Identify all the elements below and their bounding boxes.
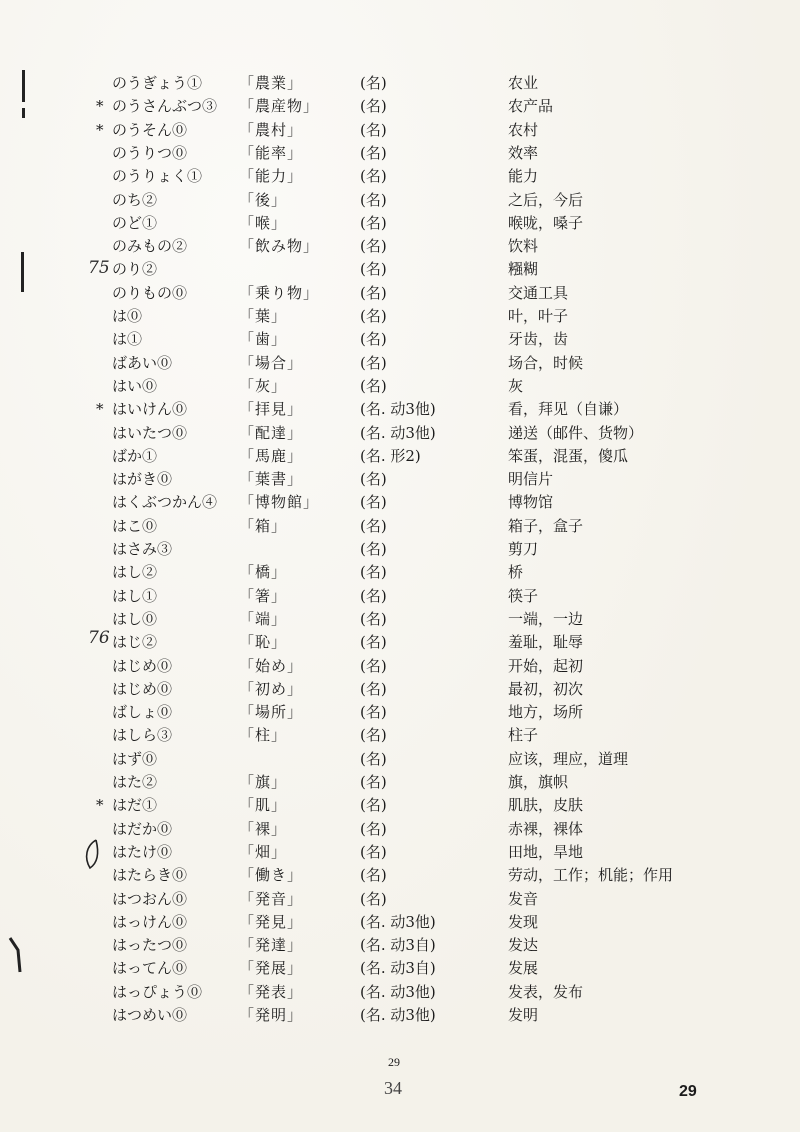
entry-part-of-speech: (名) [360, 237, 387, 256]
entry-part-of-speech: (名) [360, 586, 387, 605]
entry-kanji: 「乗り物」 [239, 283, 320, 302]
vocab-entry-row [0, 515, 800, 538]
entry-part-of-speech: (名) [360, 120, 387, 139]
entry-chinese-meaning: 应该，理应，道理 [508, 749, 629, 768]
entry-part-of-speech: (名. 动3自) [360, 959, 436, 978]
entry-kanji: 「畑」 [239, 842, 288, 861]
entry-kanji: 「農業」 [239, 74, 304, 92]
entry-kana-reading: はじめ⓪ [112, 679, 173, 698]
entry-part-of-speech: (名) [360, 866, 387, 885]
entry-kana-reading: のみもの② [112, 237, 188, 256]
vocab-entry-row [0, 678, 800, 701]
entry-chinese-meaning: 效率 [508, 143, 539, 162]
vocab-entry-row [0, 585, 800, 608]
entry-kana-reading: のうりょく① [112, 167, 203, 186]
vocab-entry-row [0, 212, 800, 235]
vocab-entry-row [0, 934, 800, 957]
entry-part-of-speech: (名) [360, 819, 387, 838]
vocab-entry-row [0, 305, 800, 328]
entry-chinese-meaning: 肌肤，皮肤 [508, 796, 584, 815]
entry-kana-reading: ばか① [112, 446, 158, 465]
entry-part-of-speech: (名) [360, 190, 387, 209]
entry-chinese-meaning: 开始，起初 [508, 656, 584, 675]
entry-part-of-speech: (名. 动3自) [360, 936, 436, 955]
vocab-entry-row [0, 957, 800, 980]
entry-part-of-speech: (名) [360, 493, 387, 512]
printed-page-number: 29 [388, 1055, 400, 1069]
entry-part-of-speech: (名. 动3他) [360, 912, 436, 931]
margin-scuff-mark [6, 936, 30, 976]
entry-chinese-meaning: 之后，今后 [508, 190, 584, 209]
vocab-entry-row [0, 724, 800, 747]
entry-chinese-meaning: 羞耻，耻辱 [508, 633, 584, 652]
entry-chinese-meaning: 看，拜见（自谦） [508, 400, 629, 419]
entry-chinese-meaning: 发音 [508, 889, 539, 908]
entry-part-of-speech: (名) [360, 749, 387, 768]
entry-kana-reading: はったつ⓪ [112, 936, 188, 955]
entry-chinese-meaning: 地方，场所 [508, 703, 584, 722]
entry-chinese-meaning: 农村 [508, 120, 539, 139]
handwritten-note: 76 [88, 628, 110, 648]
entry-star-mark: * [96, 97, 104, 116]
vocab-entry-row [0, 631, 800, 654]
entry-chinese-meaning: 发展 [508, 959, 539, 978]
entry-kanji: 「農村」 [239, 120, 304, 139]
entry-chinese-meaning: 最初，初次 [508, 679, 584, 698]
entry-kanji: 「発音」 [239, 889, 304, 908]
entry-kanji: 「馬鹿」 [239, 446, 304, 465]
entry-part-of-speech: (名) [360, 563, 387, 582]
vocab-entry-row [0, 818, 800, 841]
entry-kana-reading: はだか⓪ [112, 819, 173, 838]
entry-kana-reading: はい⓪ [112, 376, 158, 395]
handwritten-bracket-mark [82, 838, 106, 874]
entry-part-of-speech: (名. 动3他) [360, 1006, 436, 1024]
entry-kanji: 「発見」 [239, 912, 304, 931]
entry-kanji: 「発達」 [239, 936, 304, 955]
entry-chinese-meaning: 筷子 [508, 586, 539, 605]
vocab-entry-row [0, 352, 800, 375]
entry-chinese-meaning: 发表，发布 [508, 982, 584, 1001]
vocab-entry-row [0, 538, 800, 561]
margin-bar-mark [22, 70, 25, 102]
entry-kana-reading: ばしょ⓪ [112, 703, 173, 722]
entry-kanji: 「橋」 [239, 563, 288, 582]
entry-kana-reading: はっぴょう⓪ [112, 982, 203, 1001]
vocab-entry-row [0, 258, 800, 281]
vocab-entry-row [0, 398, 800, 421]
entry-part-of-speech: (名. 动3他) [360, 982, 436, 1001]
entry-chinese-meaning: 劳动，工作；机能；作用 [508, 866, 674, 885]
entry-kanji: 「端」 [239, 609, 288, 628]
entry-chinese-meaning: 场合，时候 [508, 353, 584, 372]
entry-star-mark: * [96, 120, 104, 139]
vocab-entry-row [0, 1004, 800, 1027]
vocab-entry-row [0, 794, 800, 817]
entry-chinese-meaning: 一端，一边 [508, 609, 584, 628]
entry-kanji: 「能率」 [239, 143, 304, 162]
entry-part-of-speech: (名) [360, 330, 387, 349]
vocab-entry-row [0, 445, 800, 468]
entry-chinese-meaning: 明信片 [508, 470, 554, 489]
entry-chinese-meaning: 田地，旱地 [508, 842, 584, 861]
entry-kana-reading: のり② [112, 260, 158, 279]
entry-part-of-speech: (名) [360, 679, 387, 698]
entry-chinese-meaning: 发现 [508, 912, 539, 931]
entry-kanji: 「場合」 [239, 353, 304, 372]
entry-kana-reading: のち② [112, 190, 158, 209]
vocab-entry-row [0, 72, 800, 95]
entry-kanji: 「肌」 [239, 796, 288, 815]
entry-part-of-speech: (名) [360, 516, 387, 535]
entry-kanji: 「能力」 [239, 167, 304, 186]
entry-kana-reading: はつめい⓪ [112, 1006, 188, 1024]
entry-kana-reading: はがき⓪ [112, 470, 173, 489]
vocab-entry-row [0, 119, 800, 142]
entry-chinese-meaning: 赤裸，裸体 [508, 819, 584, 838]
vocab-entry-row [0, 771, 800, 794]
vocab-entry-row [0, 95, 800, 118]
vocab-entry-row [0, 655, 800, 678]
entry-part-of-speech: (名) [360, 376, 387, 395]
entry-kanji: 「拝見」 [239, 400, 304, 419]
entry-kana-reading: のうそん⓪ [112, 120, 188, 139]
entry-chinese-meaning: 笨蛋，混蛋，傻瓜 [508, 446, 629, 465]
entry-kana-reading: はこ⓪ [112, 516, 158, 535]
entry-chinese-meaning: 交通工具 [508, 283, 569, 302]
entry-kanji: 「農産物」 [239, 97, 320, 116]
entry-part-of-speech: (名) [360, 213, 387, 232]
entry-kanji: 「葉」 [239, 307, 288, 325]
entry-part-of-speech: (名) [360, 260, 387, 279]
entry-kanji: 「箸」 [239, 586, 288, 605]
entry-kanji: 「歯」 [239, 330, 288, 349]
entry-kanji: 「発明」 [239, 1006, 304, 1024]
entry-kana-reading: はさみ③ [112, 540, 173, 558]
entry-kanji: 「場所」 [239, 703, 304, 722]
vocab-entry-row [0, 491, 800, 514]
entry-star-mark: * [96, 400, 104, 419]
entry-kanji: 「裸」 [239, 819, 288, 838]
entry-kana-reading: はし② [112, 563, 158, 582]
vocab-entry-row [0, 888, 800, 911]
entry-kanji: 「葉書」 [239, 470, 304, 489]
margin-bar-mark [22, 108, 25, 118]
corner-page-number: 29 [679, 1083, 697, 1100]
entry-kanji: 「箱」 [239, 516, 288, 535]
entry-part-of-speech: (名) [360, 167, 387, 186]
entry-kana-reading: のうりつ⓪ [112, 143, 188, 162]
entry-kana-reading: はいけん⓪ [112, 400, 188, 419]
entry-kana-reading: のうぎょう① [112, 74, 203, 92]
entry-kana-reading: はしら③ [112, 726, 173, 745]
vocab-entry-row [0, 748, 800, 771]
entry-kanji: 「喉」 [239, 213, 288, 232]
entry-part-of-speech: (名) [360, 307, 387, 325]
vocab-entry-row [0, 422, 800, 445]
entry-part-of-speech: (名. 形2) [360, 446, 421, 465]
entry-kana-reading: はつおん⓪ [112, 889, 188, 908]
vocab-entry-row [0, 328, 800, 351]
entry-chinese-meaning: 箱子，盒子 [508, 516, 584, 535]
entry-part-of-speech: (名) [360, 470, 387, 489]
entry-kana-reading: のど① [112, 213, 158, 232]
entry-part-of-speech: (名) [360, 726, 387, 745]
entry-kanji: 「発表」 [239, 982, 304, 1001]
entry-kana-reading: はくぶつかん④ [112, 493, 218, 512]
entry-chinese-meaning: 叶，叶子 [508, 307, 569, 325]
entry-kana-reading: は① [112, 330, 143, 349]
entry-part-of-speech: (名) [360, 609, 387, 628]
entry-part-of-speech: (名. 动3他) [360, 423, 436, 442]
entry-chinese-meaning: 递送（邮件、货物） [508, 423, 644, 442]
entry-kana-reading: はし① [112, 586, 158, 605]
entry-chinese-meaning: 糨糊 [508, 260, 539, 279]
vocab-entry-row [0, 165, 800, 188]
entry-part-of-speech: (名) [360, 143, 387, 162]
entry-kana-reading: はだ① [112, 796, 158, 815]
entry-chinese-meaning: 发达 [508, 936, 539, 955]
entry-kana-reading: のうさんぶつ③ [112, 97, 218, 116]
entry-part-of-speech: (名) [360, 656, 387, 675]
entry-kana-reading: はた② [112, 773, 158, 791]
entry-chinese-meaning: 喉咙，嗓子 [508, 213, 584, 232]
vocab-entry-row [0, 375, 800, 398]
entry-part-of-speech: (名. 动3他) [360, 400, 436, 419]
handwritten-note: 75 [88, 258, 110, 278]
entry-kanji: 「旗」 [239, 773, 288, 791]
entry-chinese-meaning: 剪刀 [508, 540, 539, 558]
margin-bar-mark [21, 252, 24, 292]
entry-chinese-meaning: 饮料 [508, 237, 539, 256]
entry-part-of-speech: (名) [360, 842, 387, 861]
entry-kana-reading: はず⓪ [112, 749, 158, 768]
entry-star-mark: * [96, 796, 104, 815]
entry-kana-reading: のりもの⓪ [112, 283, 188, 302]
vocab-entry-row [0, 981, 800, 1004]
vocab-entry-row [0, 189, 800, 212]
entry-kanji: 「配達」 [239, 423, 304, 442]
entry-kanji: 「発展」 [239, 959, 304, 978]
vocab-entry-row [0, 911, 800, 934]
vocab-entry-row [0, 282, 800, 305]
entry-chinese-meaning: 柱子 [508, 726, 539, 745]
vocab-entry-row [0, 468, 800, 491]
vocab-entry-row [0, 142, 800, 165]
vocab-entry-row [0, 701, 800, 724]
entry-part-of-speech: (名) [360, 283, 387, 302]
entry-kana-reading: はじ② [112, 633, 158, 652]
entry-chinese-meaning: 博物馆 [508, 493, 554, 512]
entry-chinese-meaning: 农业 [508, 74, 539, 92]
entry-kana-reading: はたけ⓪ [112, 842, 173, 861]
entry-part-of-speech: (名) [360, 74, 387, 92]
entry-part-of-speech: (名) [360, 889, 387, 908]
entry-kanji: 「飲み物」 [239, 237, 320, 256]
entry-kanji: 「始め」 [239, 656, 304, 675]
entry-kana-reading: はっけん⓪ [112, 912, 188, 931]
entry-part-of-speech: (名) [360, 633, 387, 652]
entry-chinese-meaning: 桥 [508, 563, 524, 582]
vocab-entry-row [0, 841, 800, 864]
entry-kana-reading: はし⓪ [112, 609, 158, 628]
entry-chinese-meaning: 灰 [508, 376, 524, 395]
vocab-entry-row [0, 864, 800, 887]
entry-kanji: 「柱」 [239, 726, 288, 745]
entry-kanji: 「博物館」 [239, 493, 320, 512]
vocab-entry-row [0, 561, 800, 584]
entry-chinese-meaning: 牙齿，齿 [508, 330, 569, 349]
entry-chinese-meaning: 旗，旗帜 [508, 773, 569, 791]
entry-chinese-meaning: 农产品 [508, 97, 554, 116]
entry-part-of-speech: (名) [360, 353, 387, 372]
entry-chinese-meaning: 发明 [508, 1006, 539, 1024]
entry-kana-reading: ばあい⓪ [112, 353, 173, 372]
entry-kanji: 「初め」 [239, 679, 304, 698]
entry-part-of-speech: (名) [360, 796, 387, 815]
entry-part-of-speech: (名) [360, 540, 387, 558]
entry-part-of-speech: (名) [360, 97, 387, 116]
entry-kana-reading: はいたつ⓪ [112, 423, 188, 442]
entry-kanji: 「灰」 [239, 376, 288, 395]
vocab-entry-row [0, 608, 800, 631]
entry-kana-reading: はってん⓪ [112, 959, 188, 978]
entry-chinese-meaning: 能力 [508, 167, 539, 186]
entry-kanji: 「後」 [239, 190, 288, 209]
entry-part-of-speech: (名) [360, 773, 387, 791]
entry-kana-reading: は⓪ [112, 307, 143, 325]
entry-kana-reading: はじめ⓪ [112, 656, 173, 675]
entry-kana-reading: はたらき⓪ [112, 866, 188, 885]
entry-kanji: 「恥」 [239, 633, 288, 652]
stamped-page-number: 34 [384, 1078, 402, 1098]
entry-part-of-speech: (名) [360, 703, 387, 722]
vocab-entry-row [0, 235, 800, 258]
entry-kanji: 「働き」 [239, 866, 304, 885]
